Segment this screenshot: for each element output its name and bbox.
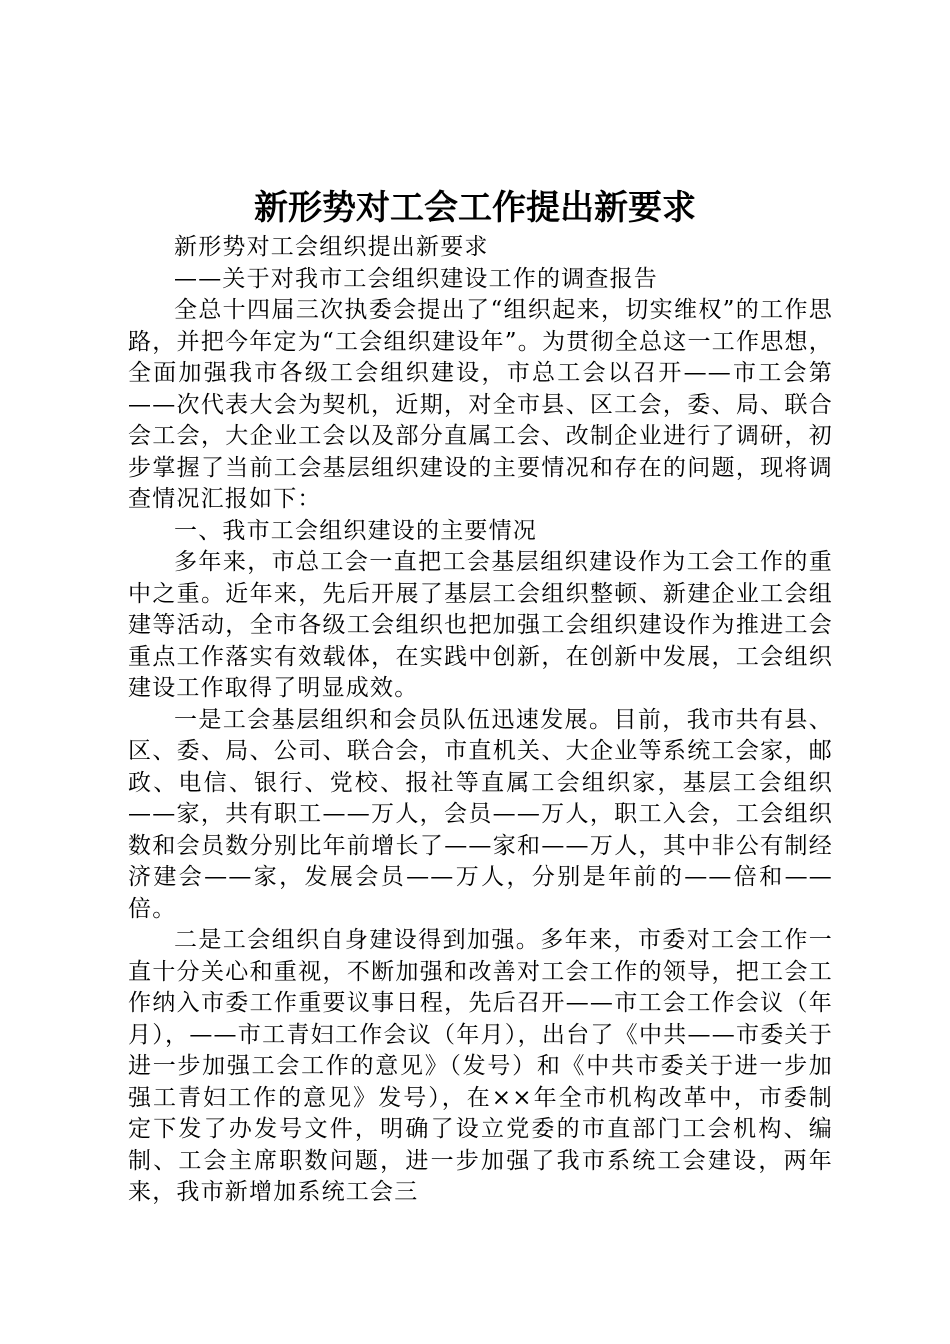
body-paragraph: 多年来，市总工会一直把工会基层组织建设作为工会工作的重中之重。近年来，先后开展了基层工会组织整顿、新建企业工会组建等活动，全市各级工会组织也把加强工会组织建设作为推进工会重点工作落实有效载体，在实践中创新，在创新中发展，工会组织建设工作取得了明显成效。 <box>128 549 833 701</box>
body-paragraph: 二是工会组织自身建设得到加强。多年来，市委对工会工作一直十分关心和重视，不断加强和改善对工会工作的领导，把工会工作纳入市委工作重要议事日程，先后召开——市工会工作会议（年月），——市工青妇工作会议（年月），出台了《中共——市委关于进一步加强工会工作的意见》（发号）和《中共市委关于进一步加强工青妇工作的意见》发号），在××年全市机构改革中，市委制定下发了办发号文件，明确了设立党委的市直部门工会机构、编制、工会主席职数问题，进一步加强了我市系统工会建设，两年来，我市新增加系统工会三 <box>128 927 833 1205</box>
intro-paragraph: 全总十四届三次执委会提出了“组织起来，切实维权”的工作思路，并把今年定为“工会组织建设年”。为贯彻全总这一工作思想，全面加强我市各级工会组织建设，市总工会以召开——市工会第——次代表大会为契机，近期，对全市县、区工会，委、局、联合会工会，大企业工会以及部分直属工会、改制企业进行了调研，初步掌握了当前工会基层组织建设的主要情况和存在的问题，现将调查情况汇报如下： <box>128 297 833 512</box>
report-subheading: ——关于对我市工会组织建设工作的调查报告 <box>174 265 658 292</box>
subtitle: 新形势对工会组织提出新要求 <box>174 234 489 260</box>
document-title: 新形势对工会工作提出新要求 <box>254 188 696 228</box>
section-heading-1: 一、我市工会组织建设的主要情况 <box>174 517 537 544</box>
document-body <box>128 232 833 1209</box>
body-paragraph: 一是工会基层组织和会员队伍迅速发展。目前，我市共有县、区、委、局、公司、联合会，市直机关、大企业等系统工会家，邮政、电信、银行、党校、报社等直属工会组织家，基层工会组织——家，共有职工——万人，会员——万人，职工入会，工会组织数和会员数分别比年前增长了——家和——万人，其中非公有制经济建会——家，发展会员——万人，分别是年前的——倍和——倍。 <box>128 706 833 922</box>
